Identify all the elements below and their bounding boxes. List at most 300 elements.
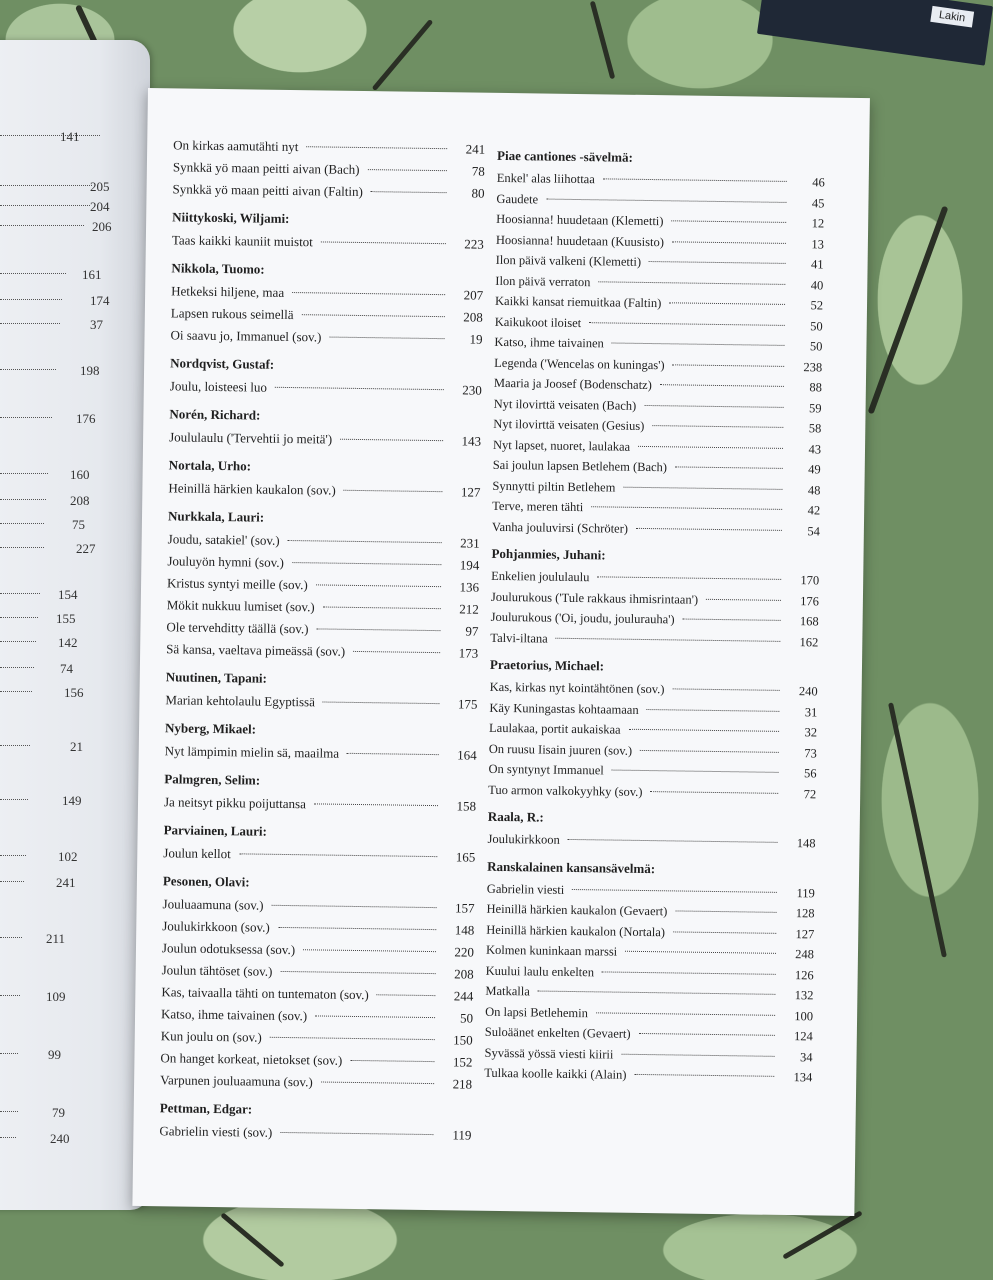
entry-page-number: 34 xyxy=(799,1049,813,1064)
dot-leader xyxy=(538,991,776,995)
dot-leader xyxy=(0,417,52,418)
dot-leader xyxy=(652,425,783,428)
entry-title: Tulkaa koolle kaikki (Alain) xyxy=(484,1065,627,1082)
entry-page-number: 152 xyxy=(452,1054,473,1070)
entry-title: Katso, ihme taivainen (sov.) xyxy=(160,1006,308,1024)
dot-leader xyxy=(672,220,787,223)
entry-title: Syvässä yössä viesti kiirii xyxy=(484,1045,614,1062)
entry-page-number: 141 xyxy=(60,129,80,144)
dot-leader xyxy=(314,803,438,806)
entry-page-number: 241 xyxy=(56,875,76,890)
index-entry xyxy=(159,1120,471,1146)
left-page xyxy=(0,40,150,1210)
entry-title: Synkkä yö maan peitti aivan (Faltin) xyxy=(172,181,363,200)
booklet-label: Lakin xyxy=(930,6,974,28)
entry-page-number: 58 xyxy=(808,421,822,436)
partial-index-entry xyxy=(0,793,150,812)
entry-page-number: 102 xyxy=(58,849,78,864)
entry-page-number: 218 xyxy=(452,1076,473,1092)
entry-page-number: 31 xyxy=(804,704,818,719)
index-entry xyxy=(490,627,818,652)
entry-title: Vanha jouluvirsi (Schröter) xyxy=(491,519,629,536)
entry-title: Kaikukoot iloiset xyxy=(494,314,582,330)
dot-leader xyxy=(672,241,786,244)
dot-leader xyxy=(639,1033,775,1036)
entry-page-number: 220 xyxy=(454,944,475,960)
entry-title: Heinillä härkien kaukalon (Gevaert) xyxy=(486,901,668,919)
dot-leader xyxy=(321,241,446,244)
partial-index-entry xyxy=(0,199,150,218)
entry-title: Gabrielin viesti xyxy=(486,881,565,897)
dot-leader xyxy=(0,299,62,300)
dot-leader xyxy=(270,1037,435,1040)
partial-index-entry xyxy=(0,467,150,486)
dot-leader xyxy=(0,1053,18,1054)
entry-page-number: 42 xyxy=(807,503,821,518)
entry-title: Jouluyön hymni (sov.) xyxy=(167,553,285,570)
partial-index-entry xyxy=(0,611,150,630)
entry-page-number: 205 xyxy=(90,179,110,194)
dot-leader xyxy=(612,770,779,773)
dot-leader xyxy=(660,384,784,387)
dot-leader xyxy=(0,799,28,800)
index-column-right xyxy=(484,139,825,1088)
entry-title: Kun joulu on (sov.) xyxy=(160,1028,262,1045)
dot-leader xyxy=(0,995,20,996)
entry-page-number: 154 xyxy=(58,587,78,602)
entry-page-number: 50 xyxy=(459,1010,474,1026)
entry-page-number: 248 xyxy=(795,947,815,962)
entry-title: Oi saavu jo, Immanuel (sov.) xyxy=(170,327,322,345)
dot-leader xyxy=(302,314,445,317)
entry-page-number: 150 xyxy=(453,1032,473,1048)
entry-page-number: 240 xyxy=(798,684,818,699)
partial-index-entry xyxy=(0,685,150,704)
dot-leader xyxy=(275,387,444,390)
index-entry xyxy=(165,689,477,715)
entry-page-number: 161 xyxy=(82,267,102,282)
entry-page-number: 173 xyxy=(458,645,479,661)
index-entry xyxy=(160,1069,472,1095)
index-entry xyxy=(172,229,484,255)
entry-title: Hetkeksi hiljene, maa xyxy=(171,283,285,300)
entry-page-number: 149 xyxy=(62,793,82,808)
composer-heading: Nurkkala, Lauri: xyxy=(167,508,265,525)
entry-title: Joulurukous ('Tule rakkaus ihmisrintaan') xyxy=(490,589,699,607)
dot-leader xyxy=(647,709,780,712)
entry-title: Katso, ihme taivainen xyxy=(494,334,604,351)
partial-index-entry xyxy=(0,317,150,336)
dot-leader xyxy=(673,688,780,690)
dot-leader xyxy=(572,889,777,893)
entry-page-number: 75 xyxy=(72,517,85,532)
entry-page-number: 160 xyxy=(70,467,90,482)
entry-page-number: 127 xyxy=(460,484,481,500)
dot-leader xyxy=(0,1137,16,1138)
entry-page-number: 164 xyxy=(457,747,477,763)
partial-index-entry xyxy=(0,849,150,868)
index-entry xyxy=(488,779,816,804)
dot-leader xyxy=(603,178,787,182)
index-entry xyxy=(170,375,482,401)
entry-page-number: 99 xyxy=(48,1047,61,1062)
tablecloth-branch xyxy=(220,1212,284,1267)
dot-leader xyxy=(675,910,776,912)
dot-leader xyxy=(321,1082,434,1085)
entry-page-number: 158 xyxy=(456,798,477,814)
index-page xyxy=(132,88,870,1216)
entry-title: Suloäänet enkelten (Gevaert) xyxy=(484,1024,631,1041)
dot-leader xyxy=(0,691,32,692)
entry-page-number: 100 xyxy=(794,1008,814,1023)
entry-title: Terve, meren tähti xyxy=(492,498,584,515)
composer-heading: Norén, Richard: xyxy=(169,406,261,423)
entry-title: Legenda ('Wencelas on kuningas') xyxy=(494,355,665,372)
entry-title: Joulun kellot xyxy=(163,845,231,862)
entry-page-number: 50 xyxy=(810,318,823,333)
composer-heading: Raala, R.: xyxy=(487,808,544,825)
entry-page-number: 48 xyxy=(807,482,821,497)
entry-page-number: 88 xyxy=(809,380,822,395)
entry-page-number: 119 xyxy=(452,1127,472,1143)
dot-leader xyxy=(306,146,447,149)
entry-page-number: 231 xyxy=(460,535,480,551)
dot-leader xyxy=(625,951,776,954)
entry-page-number: 204 xyxy=(90,199,110,214)
entry-page-number: 97 xyxy=(465,623,479,639)
entry-page-number: 198 xyxy=(80,363,100,378)
partial-index-entry xyxy=(0,1047,150,1066)
dot-leader xyxy=(288,540,442,543)
composer-heading: Praetorius, Michael: xyxy=(489,656,605,674)
entry-title: Enkelien joululaulu xyxy=(491,568,590,585)
entry-page-number: 165 xyxy=(455,849,476,865)
dot-leader xyxy=(317,628,441,631)
dot-leader xyxy=(546,198,786,202)
entry-page-number: 155 xyxy=(56,611,76,626)
entry-title: On lapsi Betlehemin xyxy=(485,1004,588,1020)
composer-heading: Pettman, Edgar: xyxy=(159,1100,253,1117)
dot-leader xyxy=(0,135,100,136)
entry-title: Ja neitsyt pikku poijuttansa xyxy=(163,794,307,812)
entry-page-number: 206 xyxy=(92,219,112,234)
entry-title: Talvi-iltana xyxy=(490,630,548,646)
partial-index-entry xyxy=(0,493,150,512)
composer-heading: Nikkola, Tuomo: xyxy=(171,260,265,277)
dot-leader xyxy=(350,1060,434,1062)
entry-title: Kuului laulu enkelten xyxy=(485,963,595,979)
dot-leader xyxy=(649,261,786,264)
dot-leader xyxy=(329,337,444,340)
entry-title: Joululaulu ('Tervehtii jo meitä') xyxy=(169,429,333,447)
entry-page-number: 241 xyxy=(465,141,486,157)
entry-title: On kirkas aamutähti nyt xyxy=(173,137,299,155)
dot-leader xyxy=(0,881,24,882)
entry-page-number: 148 xyxy=(454,922,475,938)
entry-page-number: 136 xyxy=(459,579,480,595)
entry-page-number: 238 xyxy=(803,359,823,374)
entry-page-number: 194 xyxy=(459,557,480,573)
composer-heading: Nordqvist, Gustaf: xyxy=(170,355,275,372)
dot-leader xyxy=(568,839,778,843)
partial-index-entry xyxy=(0,1131,150,1150)
entry-page-number: 40 xyxy=(810,277,824,292)
entry-title: Varpunen jouluaamuna (sov.) xyxy=(160,1072,313,1090)
entry-page-number: 56 xyxy=(803,766,817,781)
dot-leader xyxy=(0,593,40,594)
dot-leader xyxy=(0,641,36,642)
entry-title: Joulun odotuksessa (sov.) xyxy=(161,940,296,958)
dot-leader xyxy=(644,404,783,407)
dot-leader xyxy=(323,702,440,705)
dot-leader xyxy=(323,606,441,609)
dot-leader xyxy=(368,169,447,171)
index-entry xyxy=(487,829,815,854)
entry-page-number: 223 xyxy=(464,236,484,252)
entry-page-number: 208 xyxy=(454,966,474,982)
dot-leader xyxy=(683,619,781,621)
entry-title: Nyt lämpimin mielin sä, maailma xyxy=(164,743,340,761)
entry-title: Joulu, loisteesi luo xyxy=(169,378,268,395)
partial-index-entry xyxy=(0,363,150,382)
entry-page-number: 46 xyxy=(812,175,825,190)
partial-index-entry xyxy=(0,293,150,312)
entry-title: Nyt lapset, nuoret, laulakaa xyxy=(492,437,631,454)
dot-leader xyxy=(612,343,785,346)
entry-page-number: 49 xyxy=(808,462,821,477)
dot-leader xyxy=(0,499,46,500)
dot-leader xyxy=(239,853,437,857)
partial-index-entry xyxy=(0,267,150,286)
partial-index-entry xyxy=(0,739,150,758)
entry-page-number: 157 xyxy=(454,900,475,916)
dark-booklet xyxy=(757,0,993,66)
entry-page-number: 59 xyxy=(809,400,822,415)
entry-page-number: 208 xyxy=(70,493,90,508)
composer-heading: Parviainen, Lauri: xyxy=(163,822,268,839)
entry-page-number: 174 xyxy=(90,293,110,308)
entry-title: Laulakaa, portit aukaiskaa xyxy=(489,720,621,737)
entry-page-number: 127 xyxy=(795,926,815,941)
entry-page-number: 37 xyxy=(90,317,103,332)
entry-page-number: 132 xyxy=(794,988,814,1003)
entry-page-number: 50 xyxy=(809,339,823,354)
entry-title: Joulukirkkoon xyxy=(487,831,560,847)
entry-title: Ilon päivä verraton xyxy=(495,273,591,289)
index-entry xyxy=(164,791,476,817)
partial-index-entry xyxy=(0,875,150,894)
entry-page-number: 19 xyxy=(469,331,483,347)
entry-title: Joudu, satakiel' (sov.) xyxy=(167,531,280,548)
entry-page-number: 32 xyxy=(804,725,818,740)
index-column-left xyxy=(159,134,485,1146)
index-entry xyxy=(166,638,478,664)
entry-page-number: 227 xyxy=(76,541,96,556)
dot-leader xyxy=(0,323,60,324)
entry-page-number: 12 xyxy=(811,216,825,231)
index-entry xyxy=(165,740,477,766)
entry-title: Nyt ilovirttä veisaten (Bach) xyxy=(493,396,637,413)
entry-title: Kristus syntyi meille (sov.) xyxy=(166,575,308,593)
entry-page-number: 134 xyxy=(793,1070,813,1085)
dot-leader xyxy=(591,506,782,510)
entry-page-number: 13 xyxy=(811,236,824,251)
dot-leader xyxy=(635,1074,775,1077)
partial-index-entry xyxy=(0,1105,150,1124)
dot-leader xyxy=(292,562,441,565)
entry-page-number: 21 xyxy=(70,739,83,754)
index-entry xyxy=(163,842,475,868)
entry-title: Heinillä härkien kaukalon (sov.) xyxy=(168,480,336,498)
entry-page-number: 175 xyxy=(457,696,478,712)
entry-title: Joulurukous ('Oi, joudu, joulurauha') xyxy=(490,609,675,627)
dot-leader xyxy=(629,729,779,732)
composer-heading: Nyberg, Mikael: xyxy=(164,720,257,737)
dot-leader xyxy=(0,937,22,938)
dot-leader xyxy=(598,281,785,285)
entry-page-number: 119 xyxy=(796,885,815,900)
index-entry xyxy=(168,477,480,503)
entry-page-number: 230 xyxy=(462,382,482,398)
entry-title: Taas kaikki kauniit muistot xyxy=(171,232,313,250)
dot-leader xyxy=(640,749,779,752)
dot-leader xyxy=(0,667,34,668)
dot-leader xyxy=(340,439,443,441)
entry-title: Marian kehtolaulu Egyptissä xyxy=(165,692,316,710)
dot-leader xyxy=(0,547,44,548)
entry-page-number: 54 xyxy=(807,523,820,538)
dot-leader xyxy=(347,753,439,755)
entry-title: Ilon päivä valkeni (Klemetti) xyxy=(495,252,642,269)
dot-leader xyxy=(596,1012,775,1016)
dot-leader xyxy=(0,523,44,524)
dot-leader xyxy=(636,527,782,530)
entry-title: Jouluaamuna (sov.) xyxy=(162,896,264,913)
dot-leader xyxy=(669,302,785,305)
dot-leader xyxy=(353,651,440,653)
dot-leader xyxy=(0,855,26,856)
dot-leader xyxy=(589,322,785,326)
dot-leader xyxy=(280,971,435,974)
entry-page-number: 124 xyxy=(793,1029,813,1044)
entry-title: Hoosianna! huudetaan (Klemetti) xyxy=(496,211,664,229)
entry-page-number: 211 xyxy=(46,931,66,946)
entry-page-number: 176 xyxy=(800,593,820,608)
entry-title: Tuo armon valkokyyhky (sov.) xyxy=(488,782,643,799)
dot-leader xyxy=(316,584,441,587)
dot-leader xyxy=(0,473,48,474)
entry-page-number: 240 xyxy=(50,1131,70,1146)
composer-heading: Nortala, Urho: xyxy=(168,457,252,474)
dot-leader xyxy=(292,292,445,295)
dot-leader xyxy=(0,1111,18,1112)
dot-leader xyxy=(0,205,90,206)
entry-page-number: 207 xyxy=(463,287,484,303)
entry-title: Enkel' alas liihottaa xyxy=(496,170,595,187)
dot-leader xyxy=(0,745,30,746)
tablecloth-branch xyxy=(888,702,947,957)
composer-heading: Pesonen, Olavi: xyxy=(162,873,250,890)
entry-title: Ole tervehditty täällä (sov.) xyxy=(166,619,309,637)
entry-page-number: 142 xyxy=(58,635,78,650)
dot-leader xyxy=(0,273,66,274)
dot-leader xyxy=(556,637,781,641)
dot-leader xyxy=(602,971,776,974)
partial-index-entry xyxy=(0,931,150,950)
entry-page-number: 170 xyxy=(800,573,820,588)
dot-leader xyxy=(623,486,782,489)
dot-leader xyxy=(315,1015,435,1018)
dot-leader xyxy=(0,185,92,186)
entry-page-number: 244 xyxy=(453,988,474,1004)
composer-heading: Palmgren, Selim: xyxy=(164,771,261,788)
entry-page-number: 212 xyxy=(459,601,479,617)
entry-title: Synnytti piltin Betlehem xyxy=(492,478,616,495)
entry-page-number: 80 xyxy=(471,185,485,201)
dot-leader xyxy=(673,931,776,933)
entry-page-number: 72 xyxy=(803,786,817,801)
entry-title: On syntynyt Immanuel xyxy=(488,761,604,778)
dot-leader xyxy=(280,1132,433,1135)
composer-heading: Nuutinen, Tapani: xyxy=(165,669,268,686)
index-entry xyxy=(492,516,820,541)
partial-index-entry xyxy=(0,129,150,148)
entry-title: Nyt ilovirttä veisaten (Gesius) xyxy=(493,416,645,433)
entry-title: Heinillä härkien kaukalon (Nortala) xyxy=(486,922,666,939)
entry-title: Käy Kuningastas kohtaamaan xyxy=(489,700,639,717)
composer-heading: Pohjanmies, Juhani: xyxy=(491,545,606,563)
entry-title: Sä kansa, vaeltava pimeässä (sov.) xyxy=(166,641,346,659)
entry-title: Gaudete xyxy=(496,191,539,206)
entry-title: Matkalla xyxy=(485,983,530,999)
dot-leader xyxy=(278,927,436,930)
entry-page-number: 78 xyxy=(471,163,485,179)
entry-page-number: 126 xyxy=(794,967,814,982)
dot-leader xyxy=(272,905,437,908)
entry-title: On ruusu Iisain juuren (sov.) xyxy=(488,741,633,758)
entry-title: Gabrielin viesti (sov.) xyxy=(159,1123,273,1140)
entry-page-number: 148 xyxy=(796,836,816,851)
entry-title: Synkkä yö maan peitti aivan (Bach) xyxy=(172,159,360,177)
index-entry xyxy=(484,1063,812,1088)
index-entry xyxy=(172,178,484,204)
entry-page-number: 162 xyxy=(799,634,819,649)
tablecloth-branch xyxy=(590,1,616,80)
entry-title: Kas, taivaalla tähti on tuntematon (sov.) xyxy=(161,984,369,1003)
dot-leader xyxy=(344,490,443,492)
partial-index-entry xyxy=(0,661,150,680)
entry-title: Kolmen kuninkaan marssi xyxy=(485,942,618,959)
dot-leader xyxy=(673,364,785,367)
composer-heading: Piae cantiones -sävelmä: xyxy=(496,147,633,165)
entry-page-number: 41 xyxy=(811,257,824,272)
dot-leader xyxy=(651,791,779,794)
dot-leader xyxy=(303,949,436,952)
partial-index-entry xyxy=(0,179,150,198)
partial-index-entry xyxy=(0,635,150,654)
entry-title: Lapsen rukous seimellä xyxy=(170,305,294,323)
dot-leader xyxy=(0,225,84,226)
entry-page-number: 45 xyxy=(811,195,825,210)
partial-index-entry xyxy=(0,587,150,606)
partial-index-entry xyxy=(0,411,150,430)
tablecloth-branch xyxy=(868,206,949,415)
tablecloth-branch xyxy=(782,1210,862,1259)
partial-index-entry xyxy=(0,517,150,536)
entry-page-number: 74 xyxy=(60,661,73,676)
entry-page-number: 52 xyxy=(810,298,824,313)
index-entry xyxy=(170,324,482,350)
